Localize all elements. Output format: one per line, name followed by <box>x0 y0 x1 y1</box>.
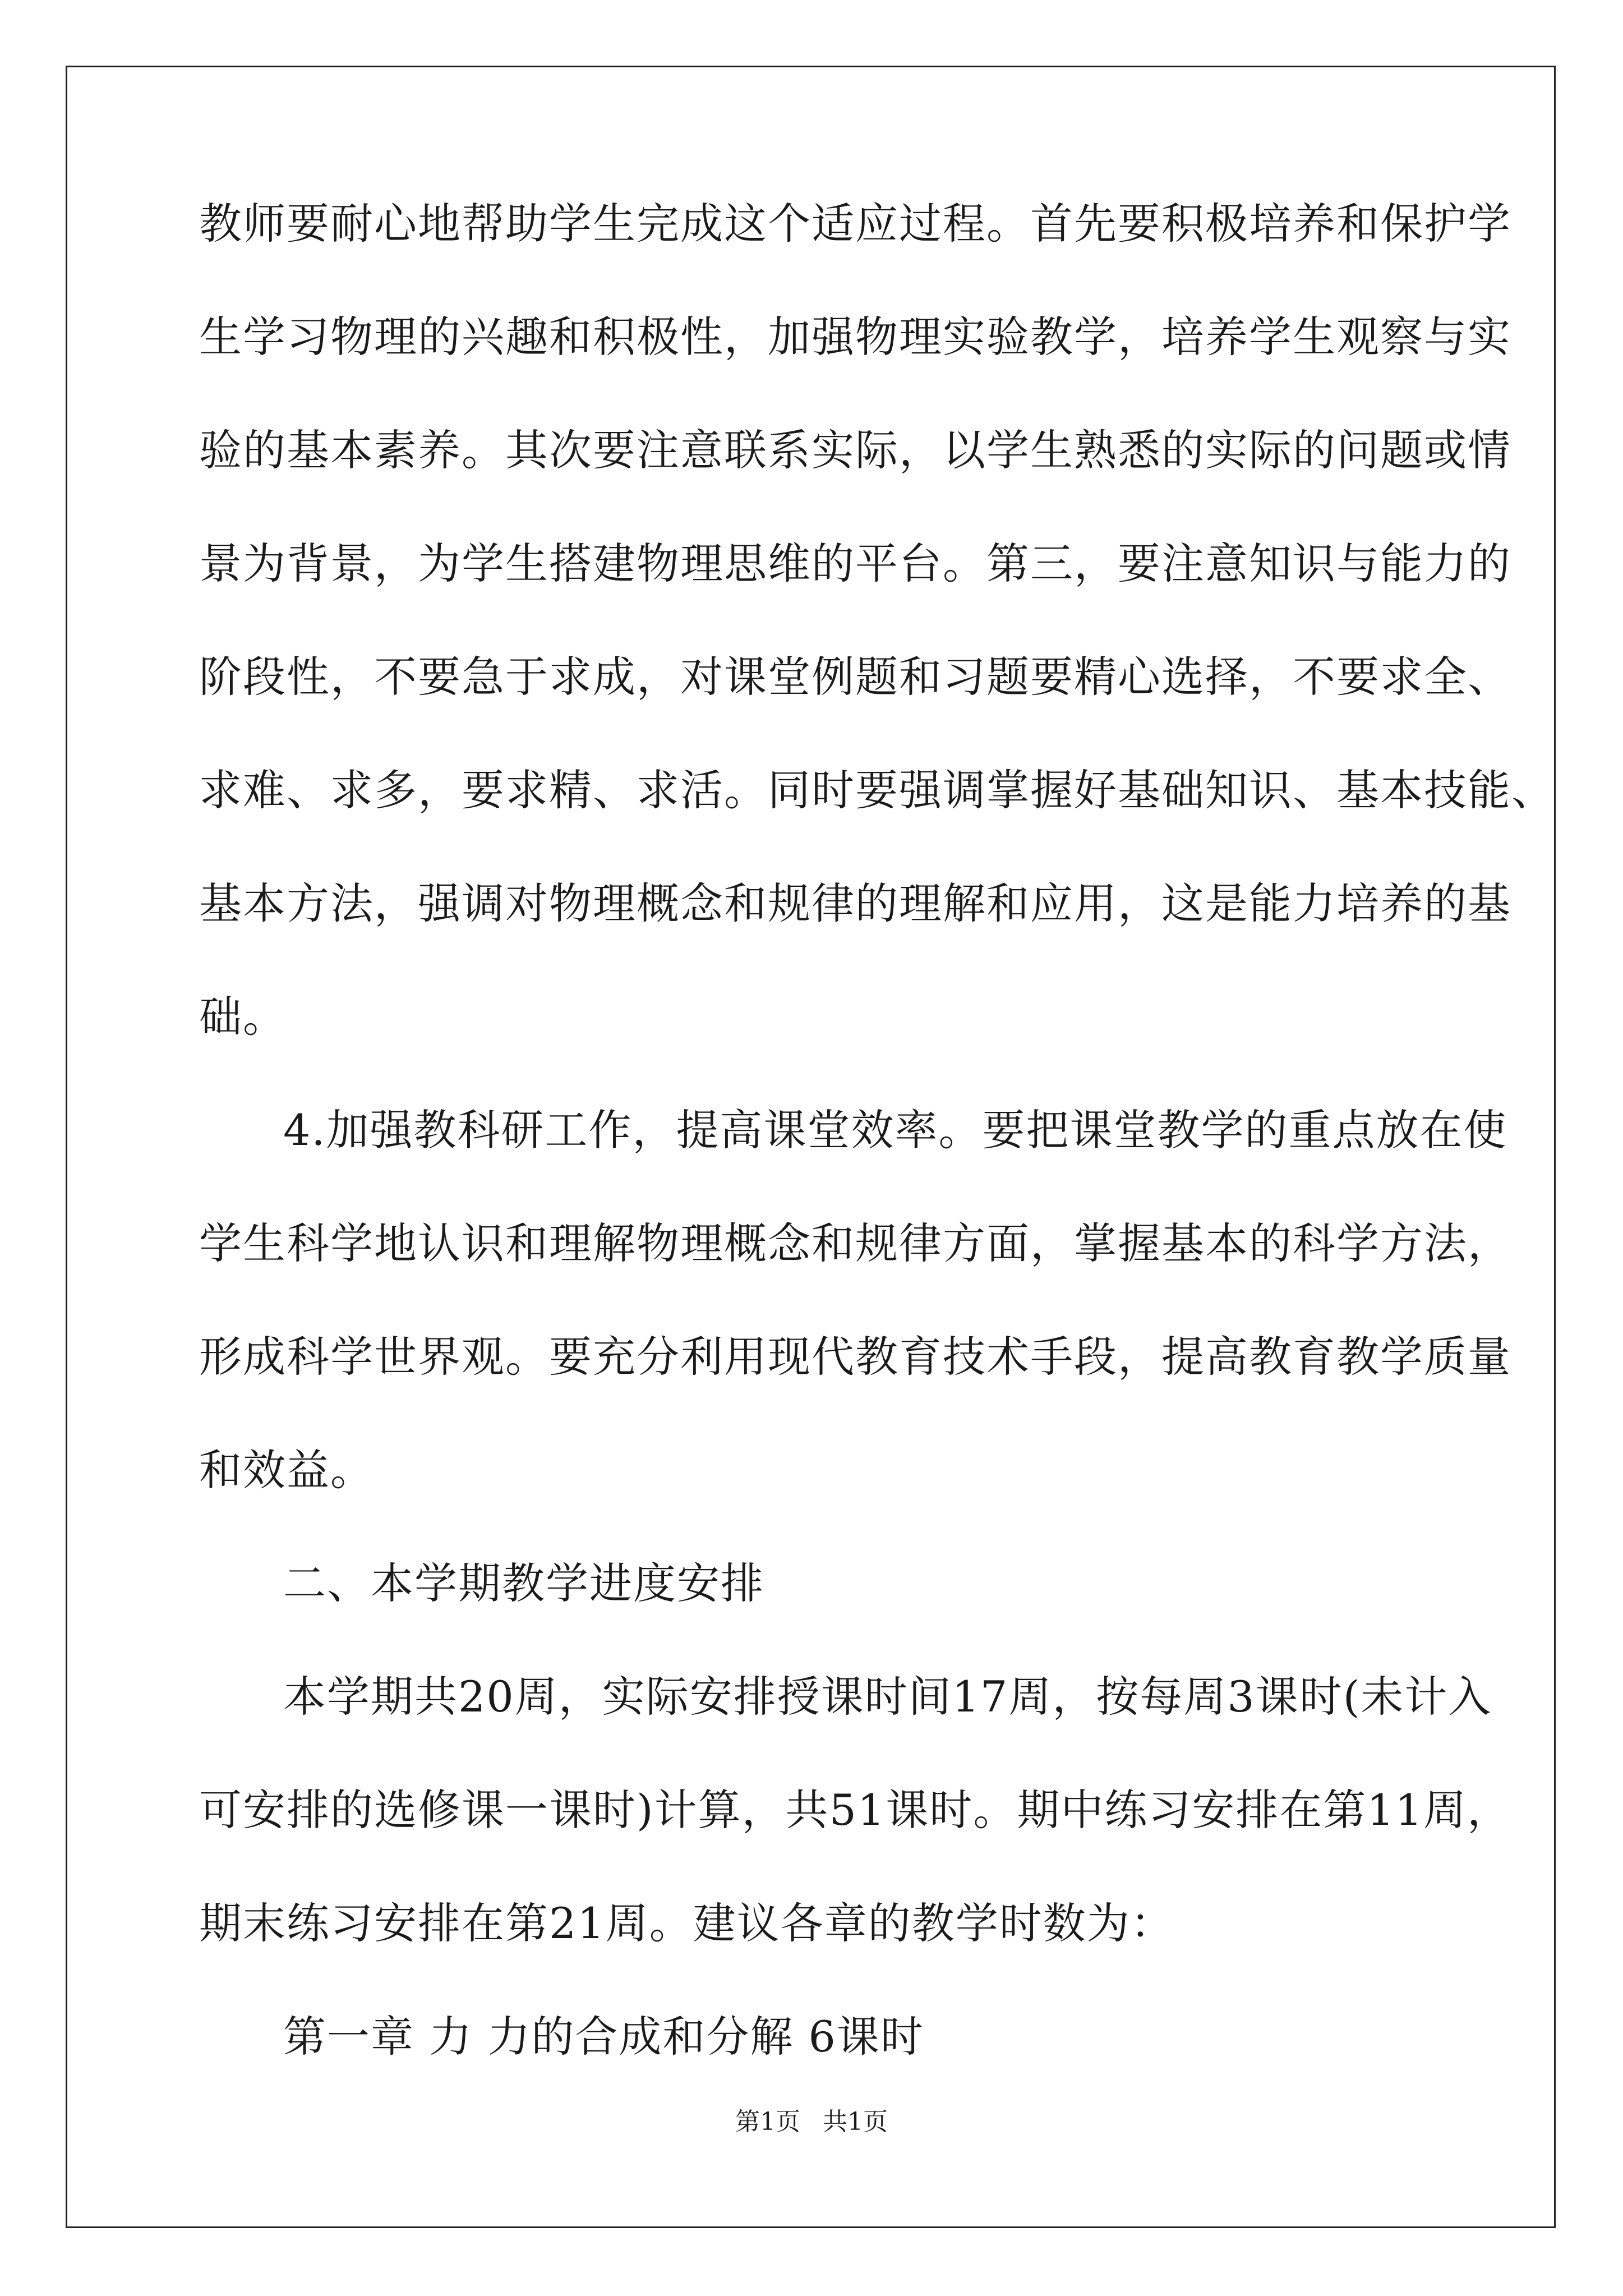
text-line: 求难、求多，要求精、求活。同时要强调掌握好基础知识、基本技能、 <box>199 765 1555 815</box>
text-line: 生学习物理的兴趣和积极性，加强物理实验教学，培养学生观察与实 <box>199 312 1511 362</box>
text-line: 基本方法，强调对物理概念和规律的理解和应用，这是能力培养的基 <box>199 878 1511 928</box>
text-line: 景为背景，为学生搭建物理思维的平台。第三，要注意知识与能力的 <box>199 539 1511 588</box>
text-line: 期末练习安排在第21周。建议各章的教学时数为： <box>199 1898 1174 1948</box>
text-line: 学生科学地认识和理解物理概念和规律方面，掌握基本的科学方法， <box>199 1218 1511 1268</box>
section-heading: 二、本学期教学进度安排 <box>283 1558 764 1608</box>
text-line: 教师要耐心地帮助学生完成这个适应过程。首先要积极培养和保护学 <box>199 199 1511 249</box>
page-total: 共1页 <box>823 2108 888 2136</box>
page-number: 第1页 <box>735 2108 800 2136</box>
text-line: 阶段性，不要急于求成，对课堂例题和习题要精心选择，不要求全、 <box>199 652 1511 702</box>
paragraph-start-line: 本学期共20周，实际安排授课时间17周，按每周3课时(未计入 <box>283 1672 1492 1722</box>
page-footer <box>0 2106 1623 2138</box>
text-line: 和效益。 <box>199 1445 374 1495</box>
chapter-line: 第一章 力 力的合成和分解 6课时 <box>283 2012 924 2062</box>
document-body <box>199 199 1555 2062</box>
text-line: 可安排的选修课一课时)计算，共51课时。期中练习安排在第11周， <box>199 1785 1511 1835</box>
text-line: 础。 <box>199 992 287 1042</box>
text-line: 形成科学世界观。要充分利用现代教育技术手段，提高教育教学质量 <box>199 1332 1511 1382</box>
paragraph-start-line: 4.加强教科研工作，提高课堂效率。要把课堂教学的重点放在使 <box>283 1105 1507 1155</box>
text-line: 验的基本素养。其次要注意联系实际，以学生熟悉的实际的问题或情 <box>199 425 1511 475</box>
